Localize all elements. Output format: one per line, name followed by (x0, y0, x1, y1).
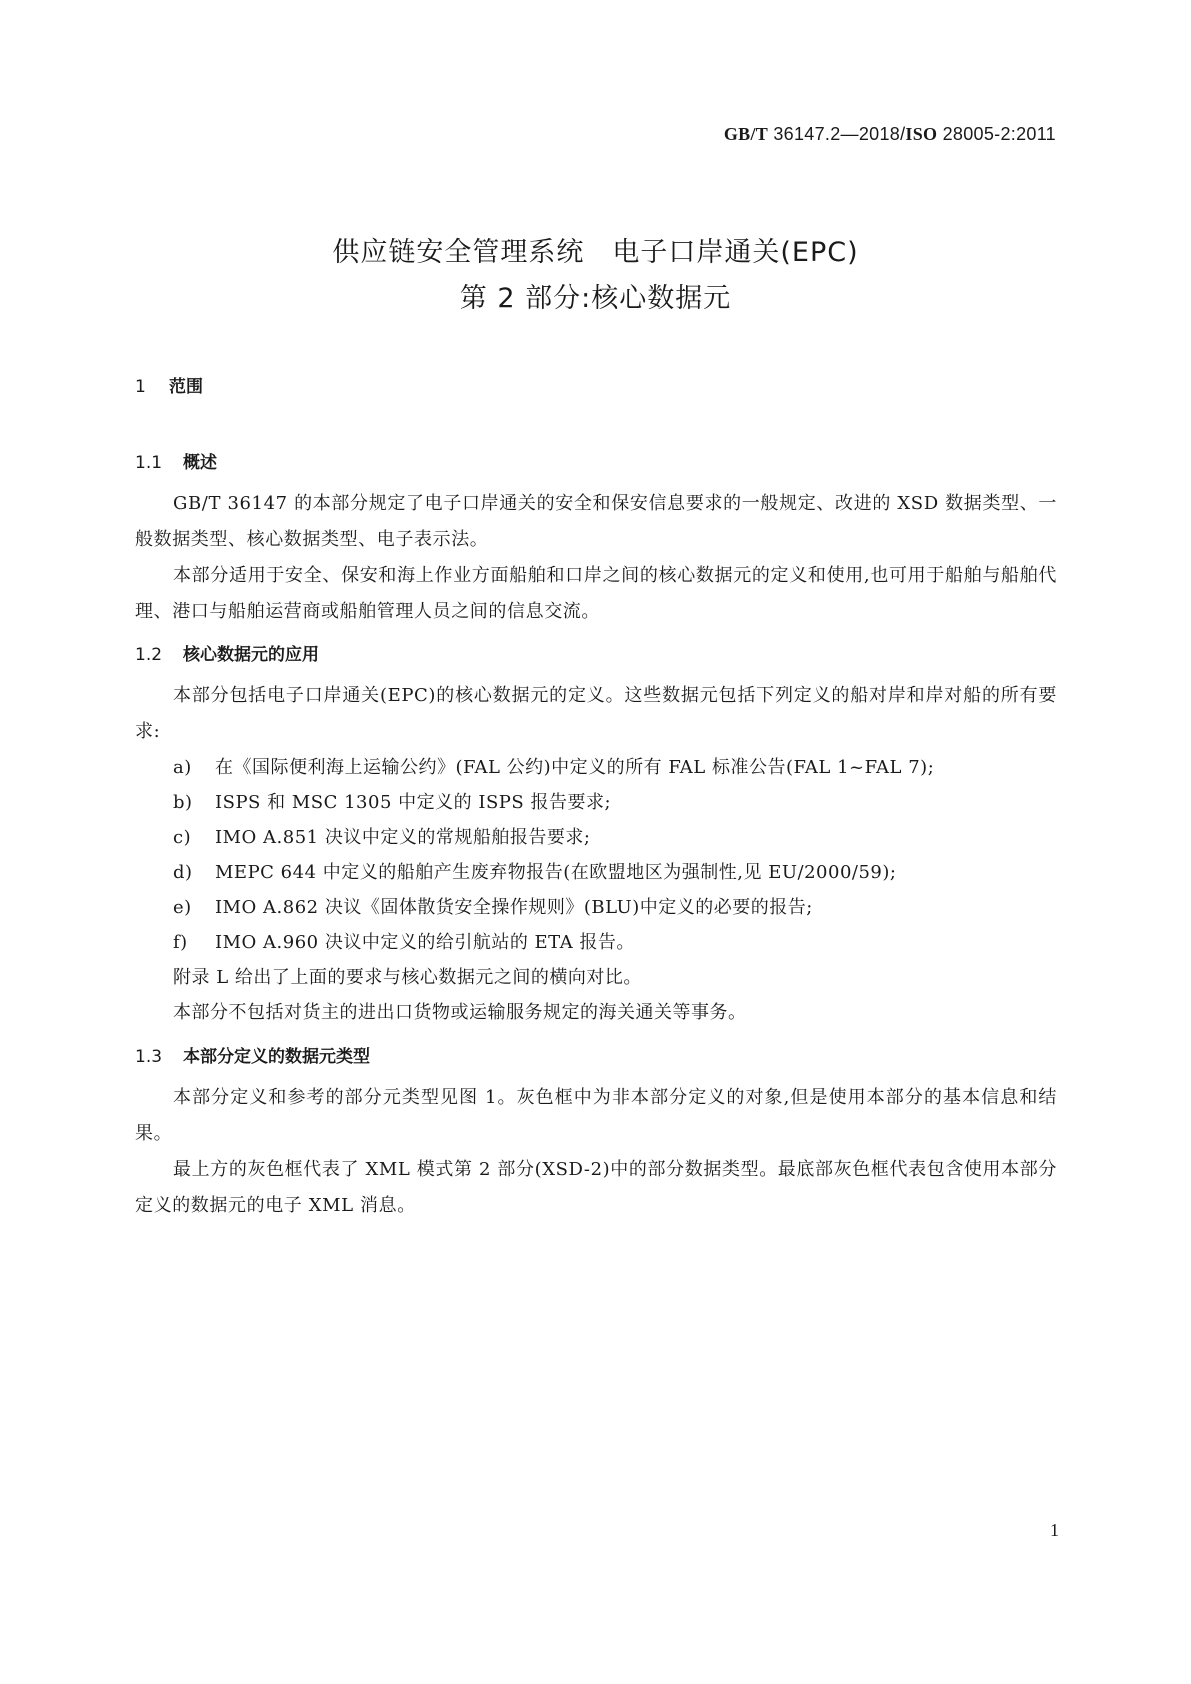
paragraph: 本部分定义和参考的部分元类型见图 1。灰色框中为非本部分定义的对象,但是使用本部分的基本信息和结果。 (135, 1087, 1057, 1144)
section-title: 核心数据元的应用 (183, 645, 319, 665)
list-text: 在《国际便利海上运输公约》(FAL 公约)中定义的所有 FAL 标准公告(FAL 1~FAL 7); (215, 757, 935, 778)
paragraph: 本部分适用于安全、保安和海上作业方面船舶和口岸之间的核心数据元的定义和使用,也可用于船舶与船舶代理、港口与船舶运营商或船舶管理人员之间的信息交流。 (135, 565, 1057, 622)
note-line: 本部分不包括对货主的进出口货物或运输服务规定的海关通关等事务。 (173, 1002, 747, 1023)
list-item (135, 785, 1057, 820)
standard-code-header (724, 124, 1056, 145)
list-item (135, 820, 1057, 855)
code-prefix: GB/T (723, 124, 769, 144)
title-line-1 (0, 230, 1191, 276)
document-body (135, 372, 1057, 1224)
list-item (135, 890, 1057, 925)
section-number: 1.2 (135, 645, 163, 665)
list-label: f) (173, 932, 188, 953)
list-item (135, 855, 1057, 890)
paragraph: GB/T 36147 的本部分规定了电子口岸通关的安全和保安信息要求的一般规定、改进的 XSD 数据类型、一般数据类型、核心数据类型、电子表示法。 (135, 493, 1057, 550)
list-label: d) (173, 862, 193, 883)
paragraph: 最上方的灰色框代表了 XML 模式第 2 部分(XSD-2)中的部分数据类型。最底部灰色框代表包含使用本部分定义的数据元的电子 XML 消息。 (135, 1159, 1057, 1216)
list-label: b) (173, 792, 193, 813)
code-iso: ISO (905, 124, 938, 144)
list-label: a) (173, 757, 192, 778)
list-text: ISPS 和 MSC 1305 中定义的 ISPS 报告要求; (215, 792, 612, 813)
list-text: IMO A.851 决议中定义的常规船舶报告要求; (215, 827, 591, 848)
section-number: 1.3 (135, 1047, 163, 1067)
list-item (135, 925, 1057, 960)
section-number: 1.1 (135, 453, 163, 473)
section-title: 本部分定义的数据元类型 (183, 1047, 370, 1067)
title-part-1: 供应链安全管理系统 (332, 237, 585, 268)
section-1-3-heading (135, 1042, 1057, 1066)
section-1-heading (135, 372, 1057, 397)
page-number: 1 (1050, 1520, 1059, 1540)
list-item (135, 750, 1057, 785)
code-main: 36147.2—2018/ (773, 124, 906, 144)
section-title: 概述 (183, 453, 217, 473)
document-title (0, 230, 1191, 322)
title-part-2: 电子口岸通关(EPC) (612, 237, 859, 268)
section-number: 1 (135, 377, 146, 397)
code-suffix: 28005-2:2011 (942, 124, 1056, 144)
section-1-2-heading (135, 640, 1057, 664)
list-text: IMO A.960 决议中定义的给引航站的 ETA 报告。 (215, 932, 635, 953)
section-1-1-heading (135, 448, 1057, 472)
list-text: MEPC 644 中定义的船舶产生废弃物报告(在欧盟地区为强制性,见 EU/2000/59); (215, 862, 897, 883)
title-line-2: 第 2 部分:核心数据元 (459, 283, 732, 314)
list-text: IMO A.862 决议《固体散货安全操作规则》(BLU)中定义的必要的报告; (215, 897, 813, 918)
list-label: e) (173, 897, 192, 918)
note-line: 附录 L 给出了上面的要求与核心数据元之间的横向对比。 (173, 967, 642, 988)
paragraph: 本部分包括电子口岸通关(EPC)的核心数据元的定义。这些数据元包括下列定义的船对岸和岸对船的所有要求: (135, 685, 1057, 742)
section-title: 范围 (169, 377, 203, 397)
list-label: c) (173, 827, 192, 848)
